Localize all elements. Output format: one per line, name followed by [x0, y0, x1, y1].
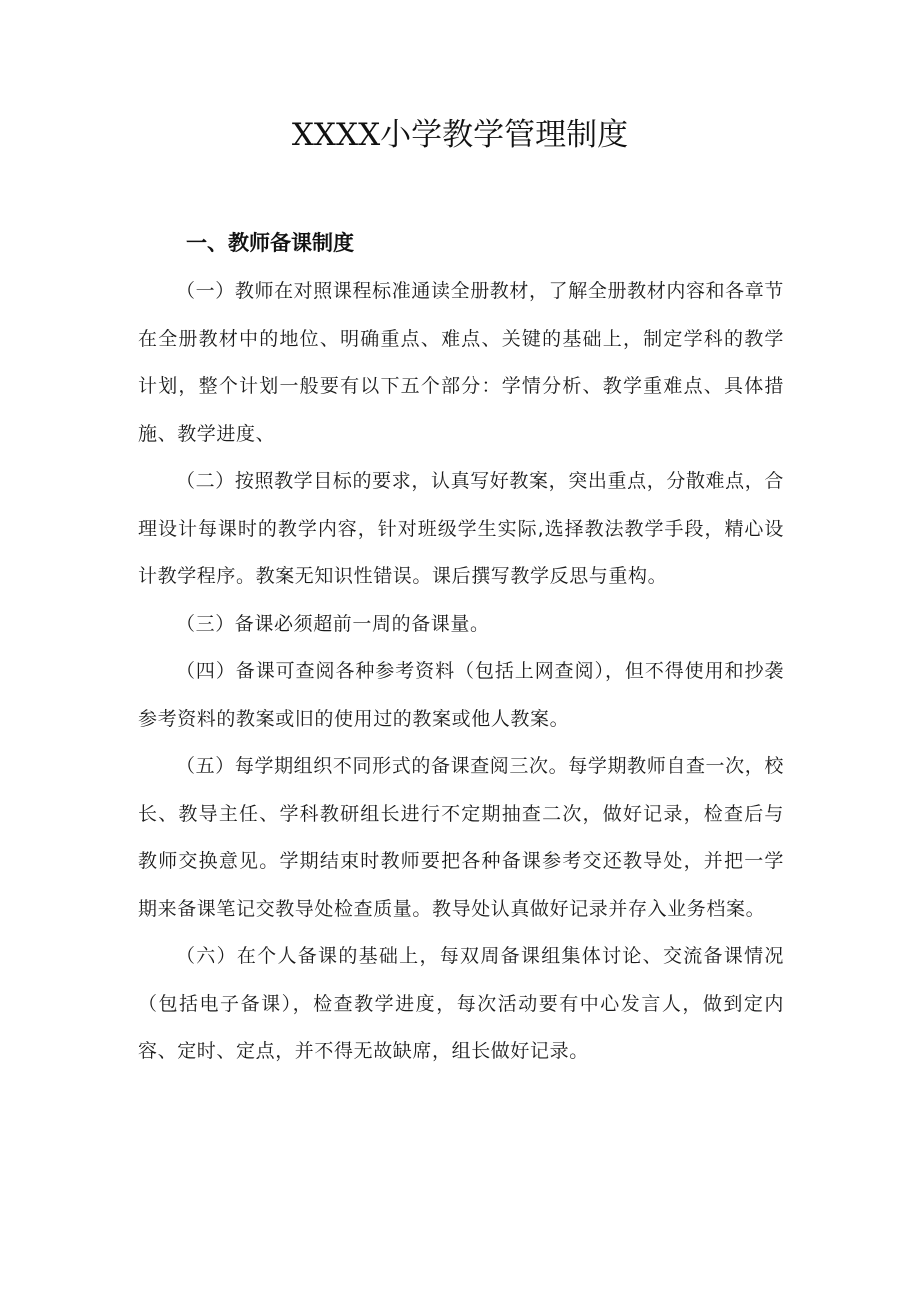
- document-title: XXXX小学教学管理制度: [291, 117, 629, 153]
- paragraph-1: （一）教师在对照课程标准通读全册教材，了解全册教材内容和各章节在全册教材中的地位、明确重点、难点、关键的基础上，制定学科的教学计划，整个计划一般要有以下五个部分：学情分析、教学重难点、具体措施、教学进度、: [138, 280, 784, 445]
- paragraph-4: （四）备课可查阅各种参考资料（包括上网查阅），但不得使用和抄袭参考资料的教案或旧的使用过的教案或他人教案。: [138, 660, 784, 730]
- paragraph-2: （二）按照教学目标的要求，认真写好教案，突出重点，分散难点，合理设计每课时的教学内容，针对班级学生实际,选择教法教学手段，精心设计教学程序。教案无知识性错误。课后撰写教学反思与重构。: [138, 470, 784, 587]
- paragraph-6: （六）在个人备课的基础上，每双周备课组集体讨论、交流备课情况（包括电子备课），检查教学进度，每次活动要有中心发言人，做到定内容、定时、定点，并不得无故缺席，组长做好记录。: [138, 945, 784, 1062]
- section-body: [138, 268, 784, 1076]
- section-heading: 一、教师备课制度: [186, 231, 354, 255]
- paragraph-3: （三）备课必须超前一周的备课量。: [176, 612, 490, 635]
- paragraph-5: （五）每学期组织不同形式的备课查阅三次。每学期教师自查一次，校长、教导主任、学科教研组长进行不定期抽查二次，做好记录，检查后与教师交换意见。学期结束时教师要把各种备课参考交还教导处，并把一学期来备课笔记交教导处检查质量。教导处认真做好记录并存入业务档案。: [138, 755, 784, 920]
